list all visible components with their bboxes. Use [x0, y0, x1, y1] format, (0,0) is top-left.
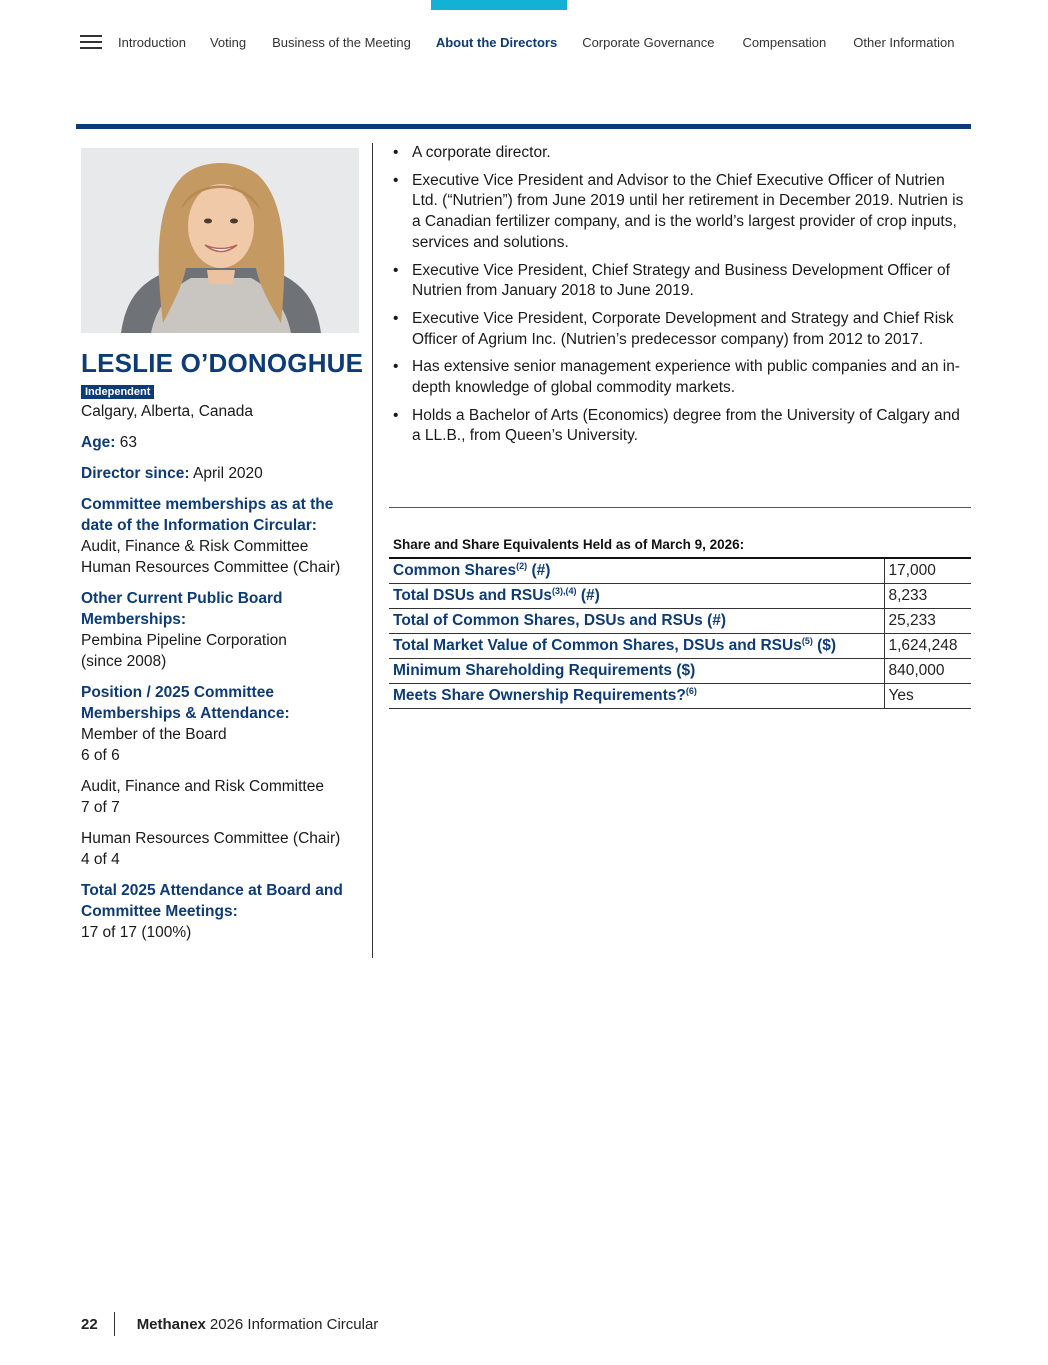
table-row	[389, 683, 971, 708]
attendance-item-value: 7 of 7	[81, 799, 120, 816]
page-footer	[81, 1312, 378, 1336]
hamburger-menu-icon[interactable]	[80, 35, 102, 49]
director-since	[81, 463, 366, 484]
row-label: Total of Common Shares, DSUs and RSUs (#)	[389, 608, 884, 633]
row-value: 25,233	[884, 608, 971, 633]
attendance-item-name: Human Resources Committee (Chair)	[81, 830, 341, 847]
committee-item: Audit, Finance & Risk Committee	[81, 538, 309, 555]
other-boards-label: Other Current Public Board Memberships:	[81, 590, 283, 628]
row-value: 1,624,248	[884, 633, 971, 658]
column-divider	[372, 143, 373, 958]
bio-item: • Executive Vice President, Corporate Development and Strategy and Chief Risk Officer of Agrium Inc. (Nutrien’s predecessor company) from 2012 to 2017.	[393, 309, 971, 350]
attendance-label: Position / 2025 Committee Memberships & Attendance:	[81, 684, 290, 722]
table-row	[389, 633, 971, 658]
bio-item: • A corporate director.	[393, 143, 971, 164]
table-row	[389, 608, 971, 633]
board-item: Pembina Pipeline Corporation	[81, 632, 287, 649]
nav-voting[interactable]: Voting	[209, 34, 247, 50]
nav-corporate-governance[interactable]: Corporate Governance	[582, 34, 715, 50]
shares-table	[389, 557, 971, 709]
director-age	[81, 432, 366, 453]
shares-table-title: Share and Share Equivalents Held as of March 9, 2026:	[393, 537, 745, 552]
biography-list	[393, 143, 971, 454]
page-number: 22	[81, 1315, 98, 1333]
attendance-item-value: 6 of 6	[81, 747, 120, 764]
table-row	[389, 583, 971, 608]
row-value: Yes	[884, 683, 971, 708]
row-label: Meets Share Ownership Requirements?$^{(6)}$	[389, 683, 884, 708]
company-name: Methanex	[136, 1315, 206, 1333]
row-value: 17,000	[884, 558, 971, 583]
row-value: 840,000	[884, 658, 971, 683]
row-label: Total DSUs and RSUs$^{(3),(4)}$ (#)	[389, 583, 884, 608]
bio-item: • Executive Vice President, Chief Strategy and Business Development Officer of Nutrien from January 2018 to June 2019.	[393, 261, 971, 302]
nav-compensation[interactable]: Compensation	[742, 34, 827, 50]
nav-other-information[interactable]: Other Information	[853, 34, 955, 50]
committee-memberships-label: Committee memberships as at the date of the Information Circular:	[81, 496, 334, 534]
committee-memberships	[81, 494, 366, 578]
nav-about-the-directors[interactable]: About the Directors	[435, 34, 558, 50]
committee-item: Human Resources Committee (Chair)	[81, 559, 341, 576]
row-label: Minimum Shareholding Requirements ($)	[389, 658, 884, 683]
attendance-section	[81, 776, 366, 818]
table-row	[389, 658, 971, 683]
independent-badge: Independent	[81, 385, 154, 399]
bio-item: • Holds a Bachelor of Arts (Economics) degree from the University of Calgary and a LL.B., from Queen’s University.	[393, 406, 971, 447]
total-attendance-label: Total 2025 Attendance at Board and Committee Meetings:	[81, 882, 343, 920]
attendance-item-value: 4 of 4	[81, 851, 120, 868]
table-row	[389, 558, 971, 583]
age-label: Age:	[81, 434, 116, 451]
top-navigation	[80, 32, 954, 52]
director-portrait	[81, 148, 359, 333]
total-attendance-value: 17 of 17 (100%)	[81, 924, 192, 941]
attendance-section	[81, 682, 366, 766]
attendance-section	[81, 828, 366, 870]
bio-item: • Executive Vice President and Advisor to the Chief Executive Officer of Nutrien Ltd. (“Nutrien”) from June 2019 until her retirement in December 2019. Nutrien is a Canadian fertilizer company, and is the world’s largest provider of crop inputs, services and solutions.	[393, 171, 971, 254]
other-board-memberships	[81, 588, 366, 672]
attendance-item-name: Audit, Finance and Risk Committee	[81, 778, 324, 795]
board-item-since: (since 2008)	[81, 653, 167, 670]
nav-introduction[interactable]: Introduction	[118, 34, 186, 50]
row-label: Common Shares$^{(2)}$ (#)	[389, 558, 884, 583]
row-label: Total Market Value of Common Shares, DSUs and RSUs$^{(5)}$ ($)	[389, 633, 884, 658]
director-since-value: April 2020	[193, 465, 263, 482]
age-value: 63	[119, 434, 138, 451]
director-name: LESLIE O’DONOGHUE	[81, 348, 364, 378]
document-title: 2026 Information Circular	[209, 1315, 379, 1333]
attendance-item-name: Member of the Board	[81, 726, 227, 743]
active-tab-indicator	[431, 0, 567, 10]
row-value: 8,233	[884, 583, 971, 608]
nav-business-of-the-meeting[interactable]: Business of the Meeting	[272, 34, 411, 50]
section-divider	[76, 124, 971, 129]
director-location: Calgary, Alberta, Canada	[81, 403, 254, 420]
bio-item: • Has extensive senior management experience with public companies and an in-depth knowledge of global commodity markets.	[393, 357, 971, 398]
footer-divider	[114, 1312, 115, 1336]
director-profile	[81, 346, 366, 943]
total-attendance	[81, 880, 366, 943]
director-since-label: Director since:	[81, 465, 190, 482]
bio-divider	[389, 507, 971, 508]
